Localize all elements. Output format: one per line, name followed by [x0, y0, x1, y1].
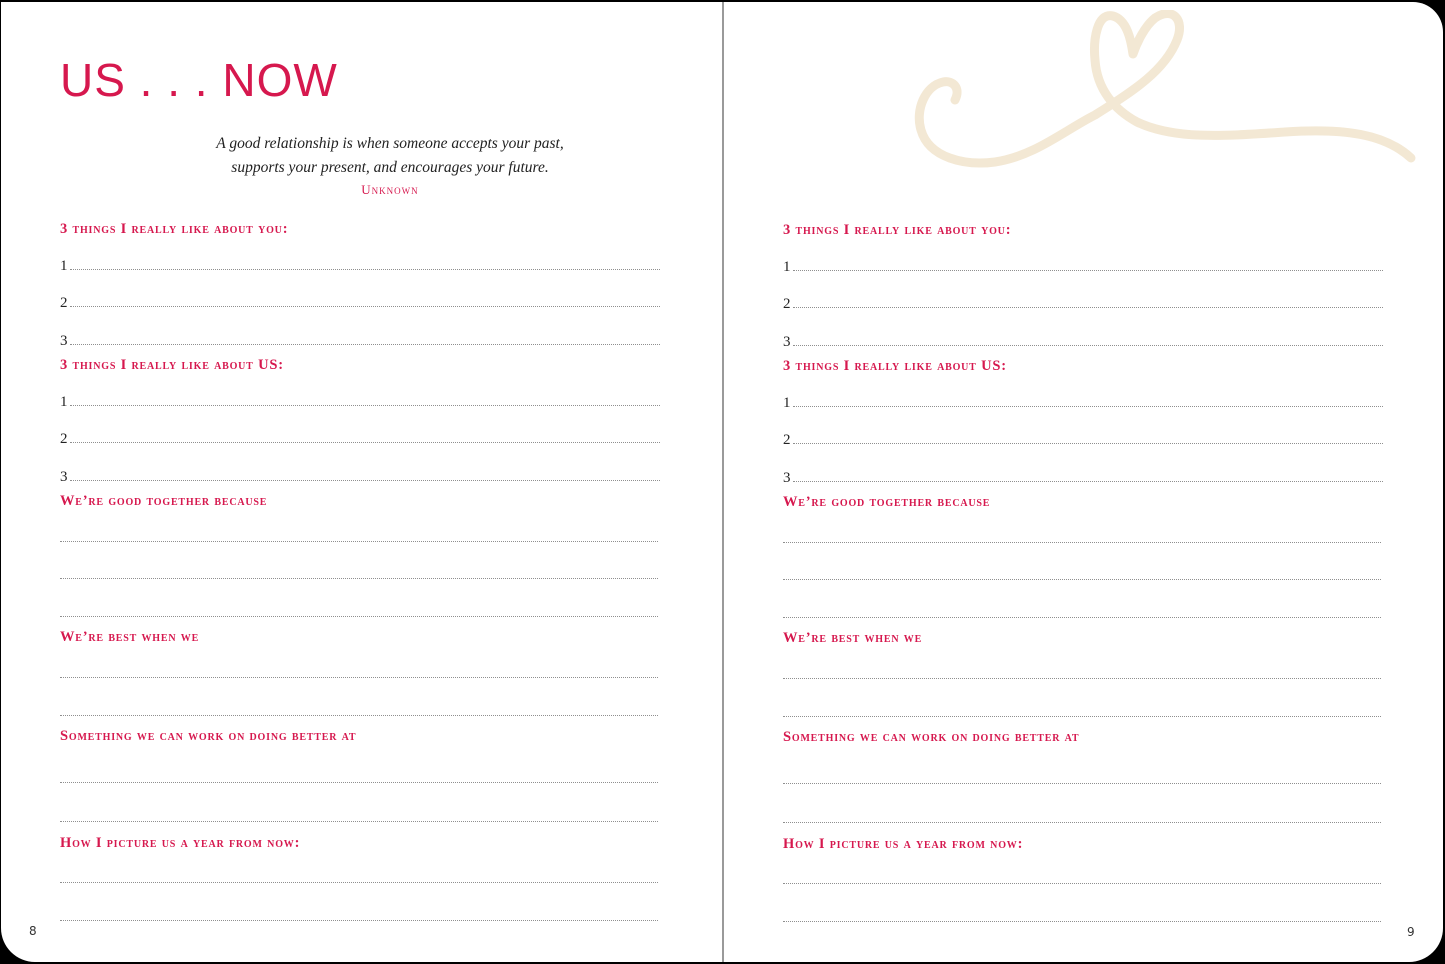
item-number: 1: [783, 259, 791, 275]
item-number: 3: [60, 469, 68, 485]
answer-line[interactable]: [60, 782, 658, 783]
answer-line[interactable]: [60, 616, 658, 617]
answer-line[interactable]: [793, 443, 1383, 444]
item-number: 3: [783, 334, 791, 350]
section-heading-work-on: Something we can work on doing better at: [783, 729, 1080, 745]
item-number: 3: [60, 333, 68, 349]
quote: [60, 132, 720, 180]
answer-line[interactable]: [783, 579, 1381, 580]
item-number: 1: [783, 395, 791, 411]
answer-line[interactable]: [783, 822, 1381, 823]
answer-line[interactable]: [783, 617, 1381, 618]
answer-line[interactable]: [70, 344, 660, 345]
section-heading-year-from-now: How I picture us a year from now:: [783, 836, 1024, 852]
item-number: 1: [60, 258, 68, 274]
answer-line[interactable]: [70, 269, 660, 270]
item-number: 1: [60, 394, 68, 410]
quote-attribution: Unknown: [361, 182, 419, 197]
heart-swirl-icon: [905, 10, 1425, 170]
answer-line[interactable]: [60, 882, 658, 883]
quote-line-2: supports your present, and encourages your future.: [231, 159, 549, 176]
answer-line[interactable]: [793, 270, 1383, 271]
section-heading-work-on: Something we can work on doing better at: [60, 728, 357, 744]
section-heading-year-from-now: How I picture us a year from now:: [60, 835, 301, 851]
item-number: 2: [60, 431, 68, 447]
section-heading-like-about-us: 3 things I really like about US:: [60, 357, 284, 373]
answer-line[interactable]: [783, 783, 1381, 784]
answer-line[interactable]: [793, 481, 1383, 482]
page-number-right: 9: [1407, 925, 1415, 939]
section-heading-good-together: We’re good together because: [60, 493, 268, 509]
answer-line[interactable]: [60, 715, 658, 716]
item-number: 2: [783, 296, 791, 312]
answer-line[interactable]: [783, 921, 1381, 922]
section-heading-best-when: We’re best when we: [783, 630, 923, 646]
answer-line[interactable]: [783, 716, 1381, 717]
answer-line[interactable]: [783, 678, 1381, 679]
section-heading-good-together: We’re good together because: [783, 494, 991, 510]
answer-line[interactable]: [783, 542, 1381, 543]
answer-line[interactable]: [60, 578, 658, 579]
answer-line[interactable]: [70, 306, 660, 307]
answer-line[interactable]: [70, 442, 660, 443]
quote-line-1: A good relationship is when someone accepts your past,: [216, 135, 564, 152]
item-number: 2: [60, 295, 68, 311]
answer-line[interactable]: [783, 883, 1381, 884]
gutter-divider: [722, 2, 724, 962]
section-heading-like-about-you: 3 things I really like about you:: [783, 222, 1012, 238]
section-heading-like-about-you: 3 things I really like about you:: [60, 221, 289, 237]
answer-line[interactable]: [793, 307, 1383, 308]
section-heading-like-about-us: 3 things I really like about US:: [783, 358, 1007, 374]
item-number: 3: [783, 470, 791, 486]
answer-line[interactable]: [60, 821, 658, 822]
answer-line[interactable]: [60, 920, 658, 921]
answer-line[interactable]: [70, 480, 660, 481]
item-number: 2: [783, 432, 791, 448]
page-number-left: 8: [29, 924, 37, 938]
answer-line[interactable]: [793, 345, 1383, 346]
page-title: US . . . NOW: [60, 54, 338, 106]
answer-line[interactable]: [70, 405, 660, 406]
answer-line[interactable]: [60, 677, 658, 678]
answer-line[interactable]: [793, 406, 1383, 407]
answer-line[interactable]: [60, 541, 658, 542]
section-heading-best-when: We’re best when we: [60, 629, 200, 645]
